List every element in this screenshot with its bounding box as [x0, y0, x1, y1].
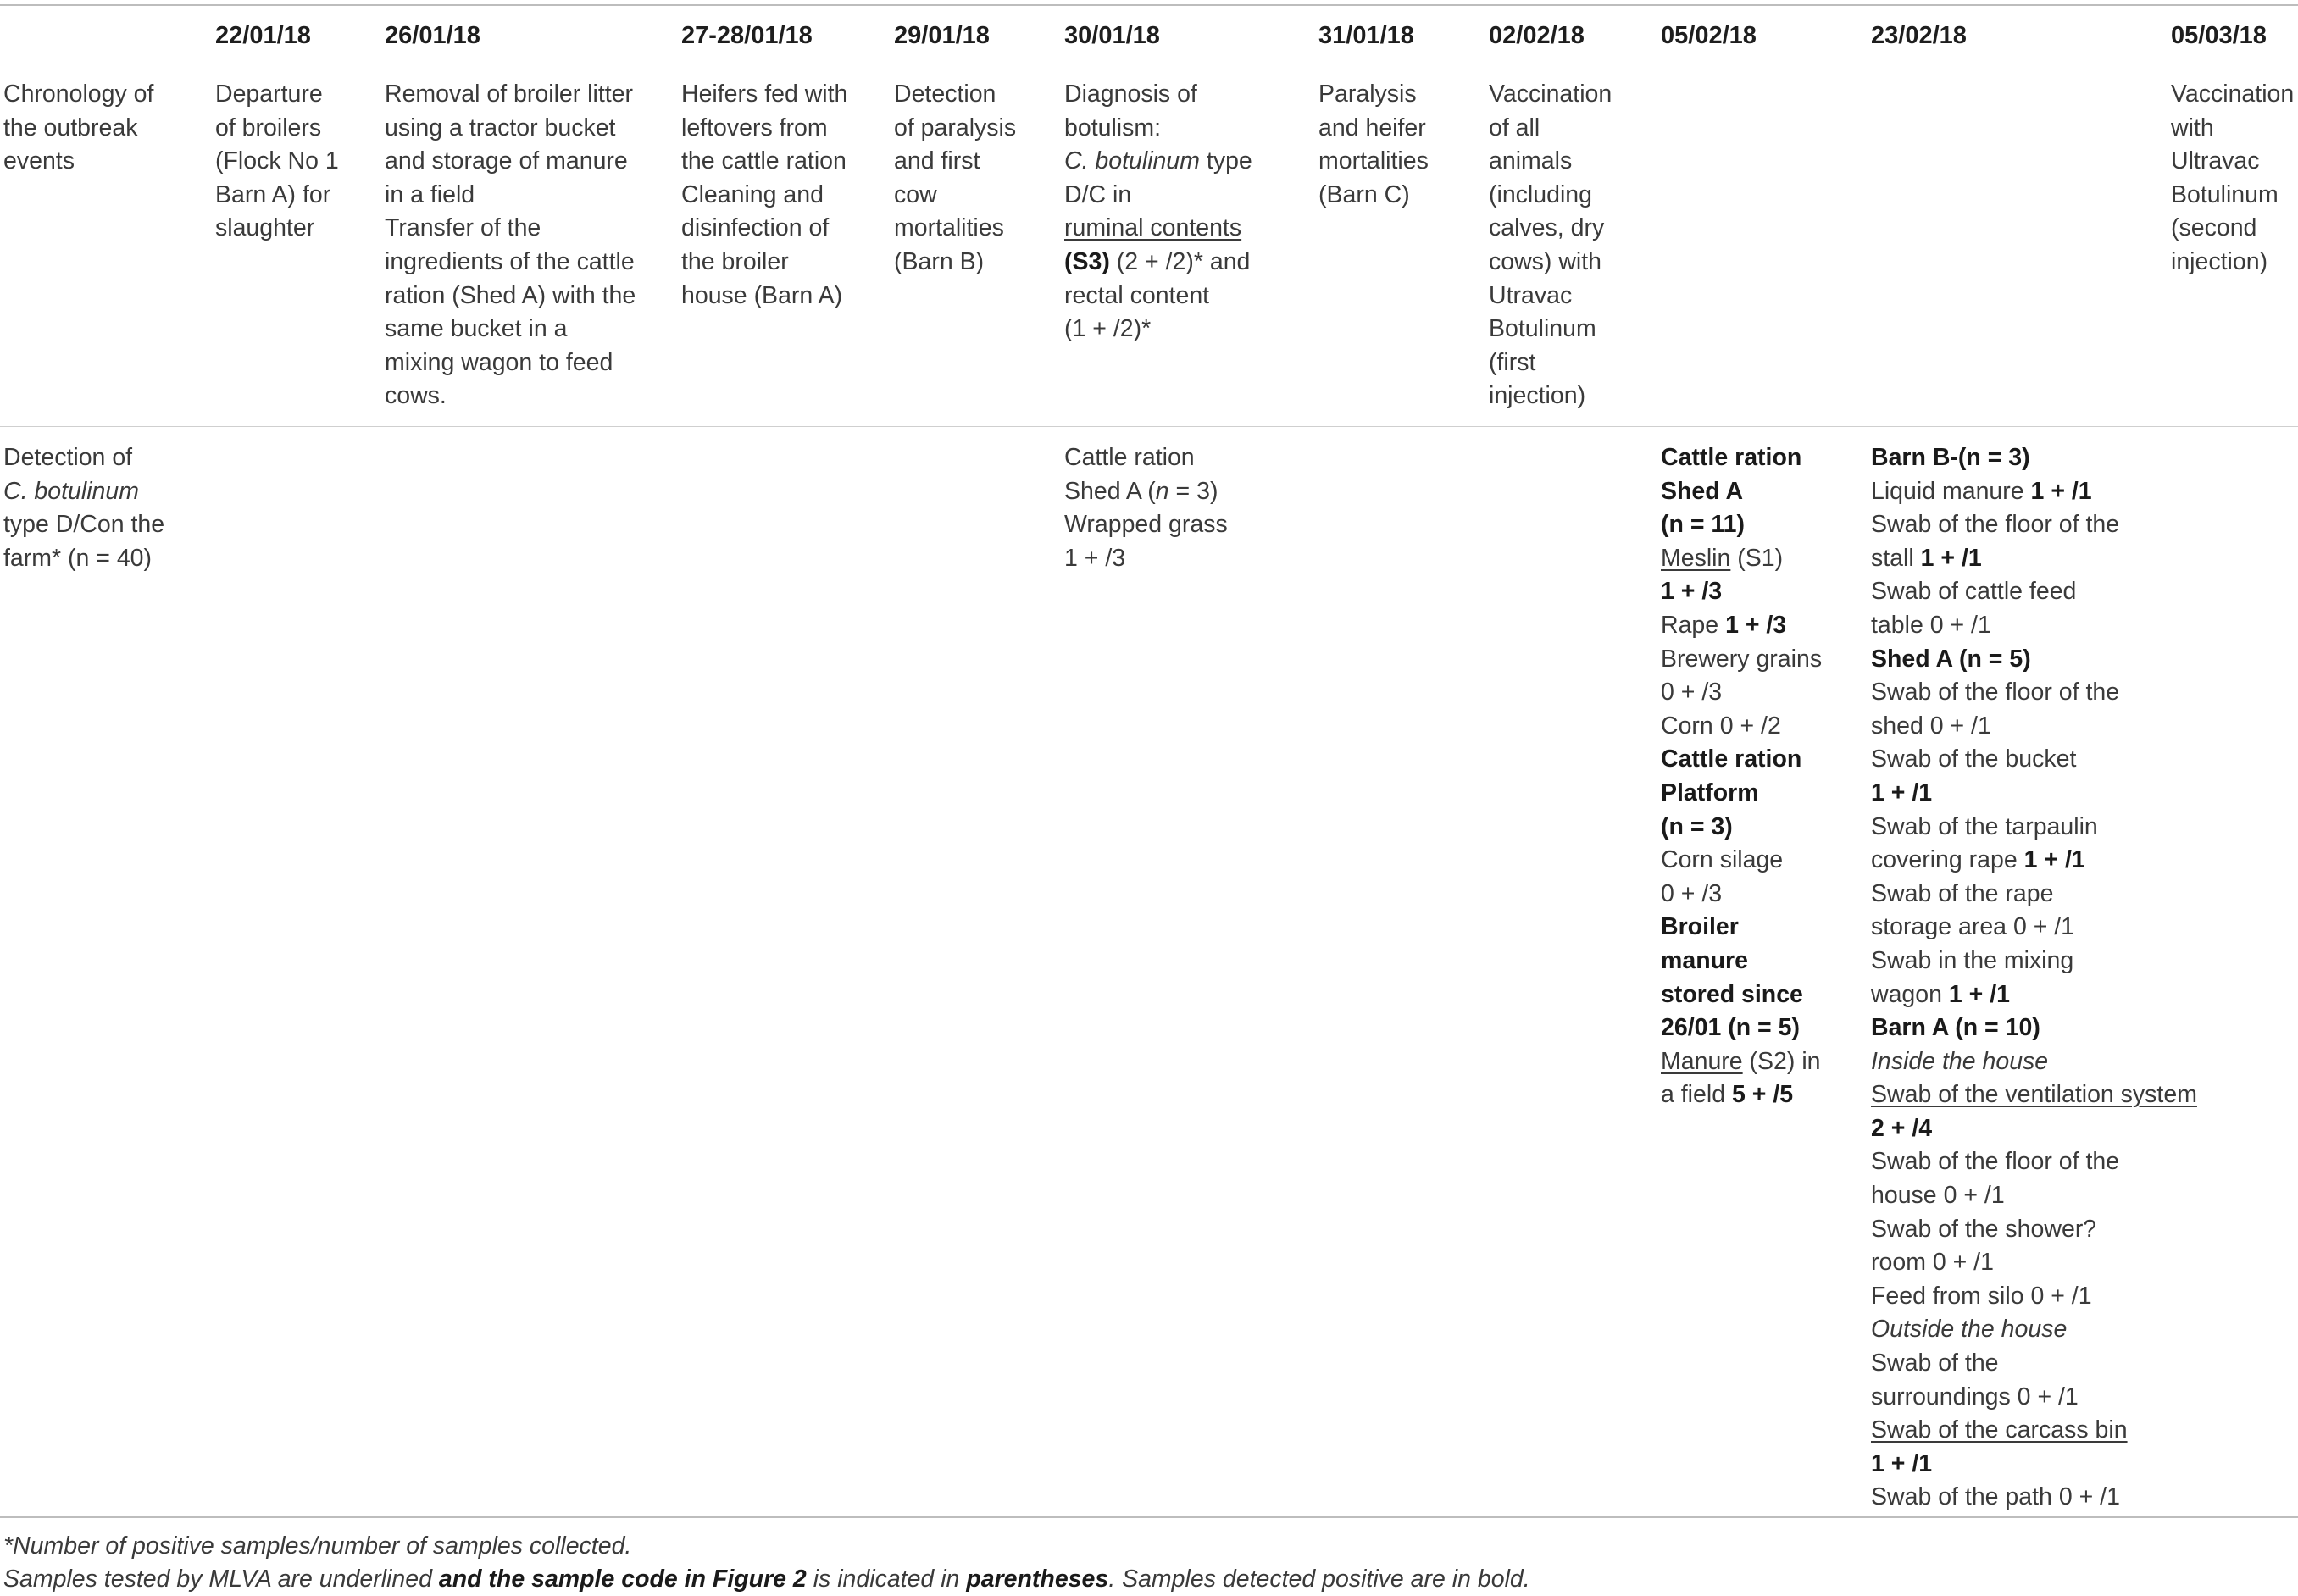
- table-bottom-rule: [0, 1516, 2298, 1518]
- cell-22-01-chronology: Departure of broilers (Flock No 1 Barn A) for slaughter: [215, 80, 339, 242]
- header-02-02: 02/02/18: [1489, 22, 1585, 49]
- cell-05-03-chronology: Vaccination with Ultravac Botulinum (second injection): [2171, 80, 2295, 275]
- cell-23-02-detection: Barn B-(n = 3) Liquid manure 1 + /1 Swab of the floor of the stall 1 + /1 Swab of cattle feed table 0 + /1 Shed A (n = 5) Swab of the floor of the shed 0 + /1 Swab of the bucket 1 + /1 Swab of the tarpaulin covering rape 1 + /1 Swab of the rape storage area 0 + /1 Swab in the mixing wagon 1 + /1 Barn A (n = 10) Inside the house Swab of the ventilation system 2 + /4 Swab of the floor of the house 0 + /1 Swab of the shower? room 0 + /1 Feed from silo 0 + /1 Outside the house Swab of the surroundings 0 + /1 Swab of the carcass bin 1 + /1 Swab of the path 0 + /1: [1871, 444, 2197, 1511]
- header-31-01: 31/01/18: [1318, 22, 1414, 49]
- cell-26-01-chronology: Removal of broiler litter using a tractor bucket and storage of manure in a field Transfer of the ingredients of the cattle ration (Shed A) with the same bucket in a mixing wagon to feed cows.: [385, 80, 636, 410]
- table-top-rule: [0, 4, 2298, 6]
- row-label-chronology: Chronology of the outbreak events: [3, 80, 154, 175]
- footnote-legend: Samples tested by MLVA are underlined and the sample code in Figure 2 is indicated in parentheses. Samples detected positive are in bold.: [3, 1566, 1530, 1593]
- header-05-03: 05/03/18: [2171, 22, 2267, 49]
- cell-05-02-detection: Cattle ration Shed A (n = 11) Meslin (S1) 1 + /3 Rape 1 + /3 Brewery grains 0 + /3 Corn 0 + /2 Cattle ration Platform (n = 3) Corn silage 0 + /3 Broiler manure stored since 26/01 (n = 5) Manure (S2) in a field 5 + /5: [1661, 444, 1823, 1109]
- header-27-28-01: 27-28/01/18: [681, 22, 813, 49]
- row-label-detection: Detection of C. botulinum type D/Con the farm* (n = 40): [3, 444, 165, 572]
- header-29-01: 29/01/18: [894, 22, 990, 49]
- mlva-sample-ventilation: Swab of the ventilation system: [1871, 1081, 2197, 1109]
- cell-27-28-01-chronology: Heifers fed with leftovers from the cattle ration Cleaning and disinfection of the broiler house (Barn A): [681, 80, 848, 309]
- footnote-asterisk: *Number of positive samples/number of samples collected.: [3, 1532, 632, 1560]
- cell-31-01-chronology: Paralysis and heifer mortalities (Barn C): [1318, 80, 1429, 208]
- mlva-sample-ruminal: ruminal contents: [1064, 214, 1242, 242]
- mlva-sample-carcass-bin: Swab of the carcass bin: [1871, 1416, 2128, 1444]
- header-23-02: 23/02/18: [1871, 22, 1967, 49]
- header-30-01: 30/01/18: [1064, 22, 1160, 49]
- row-divider: [0, 426, 2298, 427]
- cell-30-01-detection: Cattle ration Shed A (n = 3) Wrapped grass 1 + /3: [1064, 444, 1228, 572]
- cell-30-01-chronology: Diagnosis of botulism: C. botulinum type D/C in ruminal contents (S3) (2 + /2)* and rectal content (1 + /2)*: [1064, 80, 1252, 343]
- header-05-02: 05/02/18: [1661, 22, 1757, 49]
- cell-02-02-chronology: Vaccination of all animals (including calves, dry cows) with Utravac Botulinum (first injection): [1489, 80, 1612, 410]
- header-26-01: 26/01/18: [385, 22, 480, 49]
- mlva-sample-manure: Manure: [1661, 1047, 1743, 1075]
- header-22-01: 22/01/18: [215, 22, 311, 49]
- cell-29-01-chronology: Detection of paralysis and first cow mortalities (Barn B): [894, 80, 1017, 275]
- mlva-sample-meslin: Meslin: [1661, 544, 1731, 572]
